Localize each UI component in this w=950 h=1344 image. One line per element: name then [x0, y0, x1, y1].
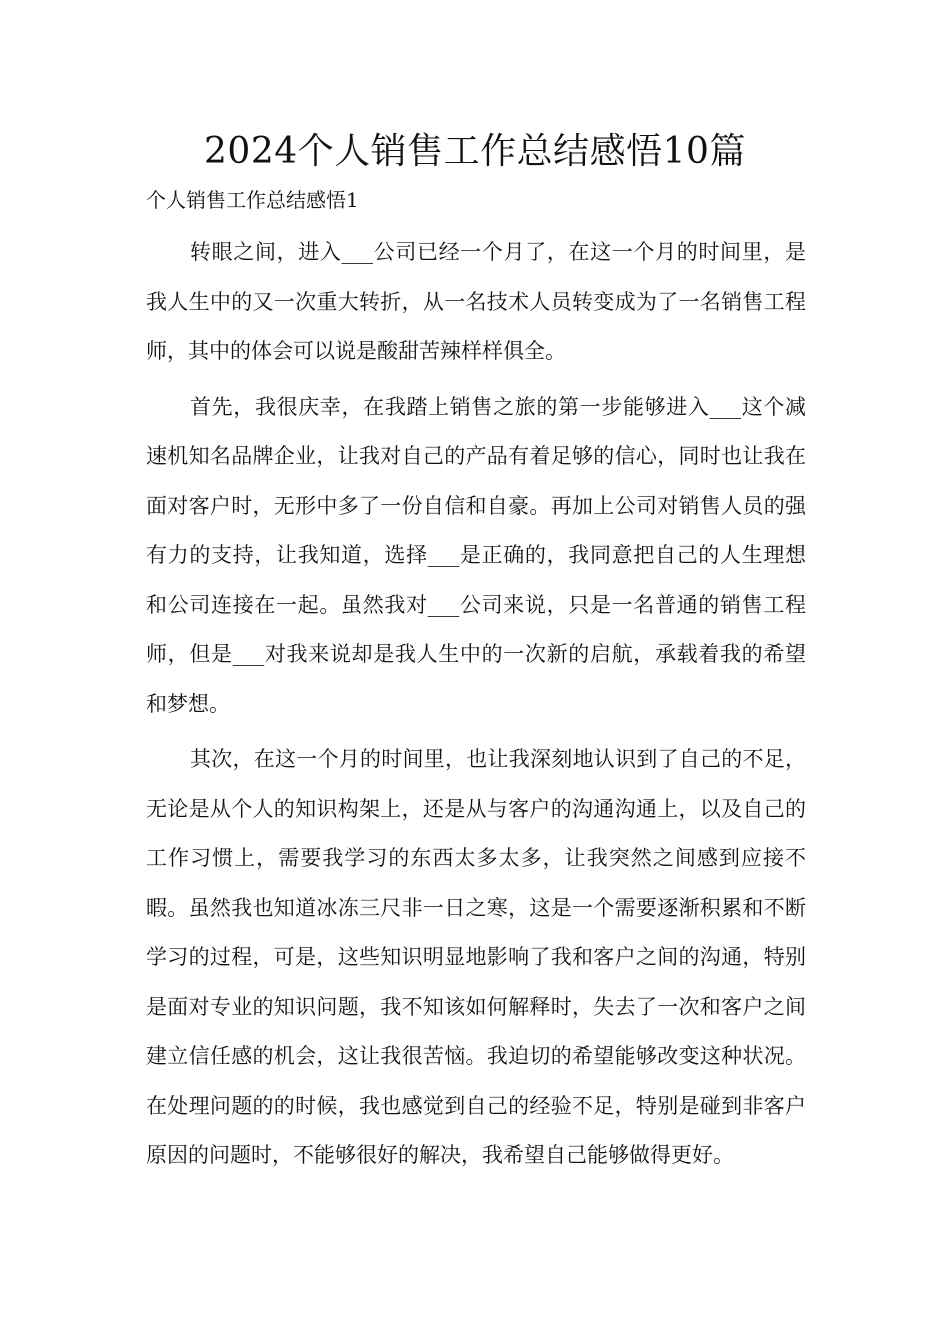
document-body [146, 228, 806, 1187]
document-title: 2024个人销售工作总结感悟10篇 [204, 131, 746, 172]
paragraph-3: 其次，在这一个月的时间里，也让我深刻地认识到了自己的不足，无论是从个人的知识构架上，还是从与客户的沟通沟通上，以及自己的工作习惯上，需要我学习的东西太多太多，让我突然之间感到应接不暇。虽然我也知道冰冻三尺非一日之寒，这是一个需要逐渐积累和不断学习的过程，可是，这些知识明显地影响了我和客户之间的沟通，特别是面对专业的知识问题，我不知该如何解释时，失去了一次和客户之间建立信任感的机会，这让我很苦恼。我迫切的希望能够改变这种状况。在处理问题的的时候，我也感觉到自己的经验不足，特别是碰到非客户原因的问题时，不能够很好的解决，我希望自己能够做得更好。 [146, 747, 806, 1167]
section-heading: 个人销售工作总结感悟1 [146, 188, 359, 212]
paragraph-1: 转眼之间，进入___公司已经一个月了，在这一个月的时间里，是我人生中的又一次重大转折，从一名技术人员转变成为了一名销售工程师，其中的体会可以说是酸甜苦辣样样俱全。 [146, 240, 806, 363]
paragraph-2: 首先，我很庆幸，在我踏上销售之旅的第一步能够进入___这个减速机知名品牌企业，让我对自己的产品有着足够的信心，同时也让我在面对客户时，无形中多了一份自信和自豪。再加上公司对销售人员的强有力的支持，让我知道，选择___是正确的，我同意把自己的人生理想和公司连接在一起。虽然我对___公司来说，只是一名普通的销售工程师，但是___对我来说却是我人生中的一次新的启航，承载着我的希望和梦想。 [146, 394, 806, 716]
